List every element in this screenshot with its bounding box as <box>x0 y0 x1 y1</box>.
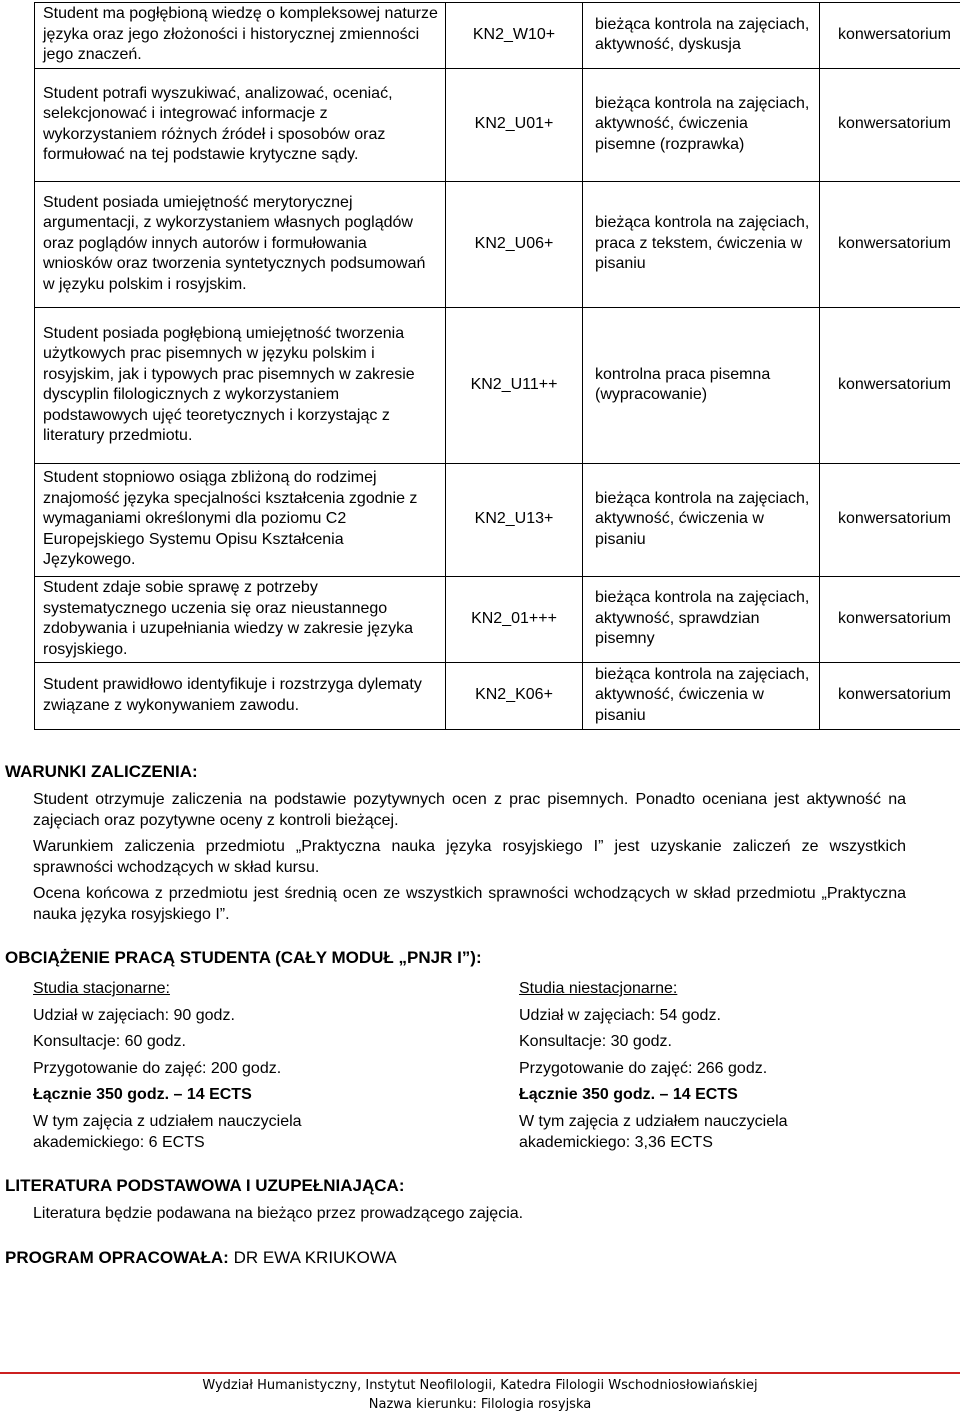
outcome-description: Student zdaje sobie sprawę z potrzeby systematycznego uczenia się oraz nieustannego zdobywania i uzupełniania wiedzy w zakresie języka rosyjskiego. <box>35 577 446 663</box>
workload-stationary <box>33 978 473 1153</box>
literature-title: LITERATURA PODSTAWOWA I UZUPEŁNIAJĄCA: <box>5 1176 405 1195</box>
literature-text: Literatura będzie podawana na bieżąco przez prowadzącego zajęcia. <box>33 1205 524 1222</box>
footer-faculty: Wydział Humanistyczny, Instytut Neofilologii, Katedra Filologii Wschodniosłowiańskiej <box>202 1378 758 1393</box>
conditions-paragraph: Ocena końcowa z przedmiotu jest średnią ocen ze wszystkich sprawności wchodzących w skład przedmiotu „Praktyczna nauka języka rosyjskiego I”. <box>33 885 906 923</box>
verification-method: bieżąca kontrola na zajęciach, praca z tekstem, ćwiczenia w pisaniu <box>583 182 820 308</box>
outcome-description: Student stopniowo osiąga zbliżoną do rodzimej znajomość języka specjalności kształcenia zgodnie z wymaganiami określonymi dla poziomu C2 Europejskiego Systemu Opisu Kształcenia Językowego. <box>35 464 446 577</box>
learning-outcomes-body <box>35 3 960 730</box>
outcome-code: KN2_U13+ <box>446 464 583 577</box>
table-row <box>35 464 960 577</box>
verification-method: bieżąca kontrola na zajęciach, aktywność, dyskusja <box>583 3 820 69</box>
workload-non-stationary <box>519 978 959 1153</box>
program-label: PROGRAM OPRACOWAŁA: <box>5 1248 229 1267</box>
outcome-description: Student ma pogłębioną wiedzę o kompleksowej naturze języka oraz jego złożoności i historycznej zmienności jego znaczeń. <box>35 3 446 69</box>
conditions-paragraph: Warunkiem zaliczenia przedmiotu „Praktyczna nauka języka rosyjskiego I” jest uzyskanie zaliczeń ze wszystkich sprawności wchodzących w skład kursu. <box>33 838 906 876</box>
table-row <box>35 69 960 182</box>
stationary-teacher-ects: W tym zajęcia z udziałem nauczyciela akademickiego: 6 ECTS <box>33 1112 302 1151</box>
outcome-code: KN2_U06+ <box>446 182 583 308</box>
outcome-code: KN2_W10+ <box>446 3 583 69</box>
non-stationary-heading: Studia niestacjonarne: <box>519 980 678 997</box>
outcome-description: Student posiada umiejętność merytorycznej argumentacji, z wykorzystaniem własnych poglądów oraz poglądów innych autorów i formułowania wniosków oraz tworzenia syntetycznych podsumowań w języku polskim i rosyjskim. <box>35 182 446 308</box>
stationary-participation: Udział w zajęciach: 90 godz. <box>33 1006 235 1024</box>
table-row <box>35 3 960 69</box>
class-form: konwersatorium <box>820 663 960 730</box>
non-stationary-preparation: Przygotowanie do zajęć: 266 godz. <box>519 1059 768 1077</box>
outcome-code: KN2_U01+ <box>446 69 583 182</box>
non-stationary-total: Łącznie 350 godz. – 14 ECTS <box>519 1086 738 1103</box>
outcome-code: KN2_U11++ <box>446 308 583 464</box>
conditions-paragraph: Student otrzymuje zaliczenia na podstawie pozytywnych ocen z prac pisemnych. Ponadto oceniana jest aktywność na zajęciach oraz pozytywne oceny z kontroli bieżącej. <box>33 791 906 829</box>
outcome-code: KN2_K06+ <box>446 663 583 730</box>
program-author-line <box>5 1248 397 1268</box>
table-row <box>35 182 960 308</box>
class-form: konwersatorium <box>820 182 960 308</box>
verification-method: bieżąca kontrola na zajęciach, aktywność, ćwiczenia pisemne (rozprawka) <box>583 69 820 182</box>
verification-method: bieżąca kontrola na zajęciach, aktywność, sprawdzian pisemny <box>583 577 820 663</box>
class-form: konwersatorium <box>820 464 960 577</box>
stationary-heading: Studia stacjonarne: <box>33 980 170 997</box>
table-row <box>35 308 960 464</box>
program-author: DR EWA KRIUKOWA <box>233 1248 397 1267</box>
table-row <box>35 577 960 663</box>
non-stationary-participation: Udział w zajęciach: 54 godz. <box>519 1006 721 1024</box>
stationary-preparation: Przygotowanie do zajęć: 200 godz. <box>33 1059 282 1077</box>
learning-outcomes-table <box>34 2 960 730</box>
verification-method: bieżąca kontrola na zajęciach, aktywność, ćwiczenia w pisaniu <box>583 663 820 730</box>
table-row <box>35 663 960 730</box>
outcome-description: Student prawidłowo identyfikuje i rozstrzyga dylematy związane z wykonywaniem zawodu. <box>35 663 446 730</box>
non-stationary-consultations: Konsultacje: 30 godz. <box>519 1033 672 1050</box>
workload-title: OBCIĄŻENIE PRACĄ STUDENTA (CAŁY MODUŁ „PNJR I”): <box>5 948 482 967</box>
class-form: konwersatorium <box>820 3 960 69</box>
class-form: konwersatorium <box>820 69 960 182</box>
non-stationary-teacher-ects: W tym zajęcia z udziałem nauczyciela akademickiego: 3,36 ECTS <box>519 1112 788 1151</box>
class-form: konwersatorium <box>820 577 960 663</box>
conditions-title: WARUNKI ZALICZENIA: <box>5 762 198 781</box>
footer-field-of-study: Nazwa kierunku: Filologia rosyjska <box>368 1397 592 1412</box>
class-form: konwersatorium <box>820 308 960 464</box>
stationary-consultations: Konsultacje: 60 godz. <box>33 1033 186 1050</box>
verification-method: bieżąca kontrola na zajęciach, aktywność, ćwiczenia w pisaniu <box>583 464 820 577</box>
footer-divider <box>0 1372 960 1374</box>
verification-method: kontrolna praca pisemna (wypracowanie) <box>583 308 820 464</box>
outcome-description: Student posiada pogłębioną umiejętność tworzenia użytkowych prac pisemnych w języku polskim i rosyjskim, jak i typowych prac pisemnych w zakresie dyscyplin filologicznych z wykorzystaniem podstawowych ujęć teoretycznych i korzystając z literatury przedmiotu. <box>35 308 446 464</box>
stationary-total: Łącznie 350 godz. – 14 ECTS <box>33 1086 252 1103</box>
outcome-code: KN2_01+++ <box>446 577 583 663</box>
outcome-description: Student potrafi wyszukiwać, analizować, oceniać, selekcjonować i integrować informacje z wykorzystaniem różnych źródeł i sposobów oraz formułować na tej podstawie krytyczne sądy. <box>35 69 446 182</box>
